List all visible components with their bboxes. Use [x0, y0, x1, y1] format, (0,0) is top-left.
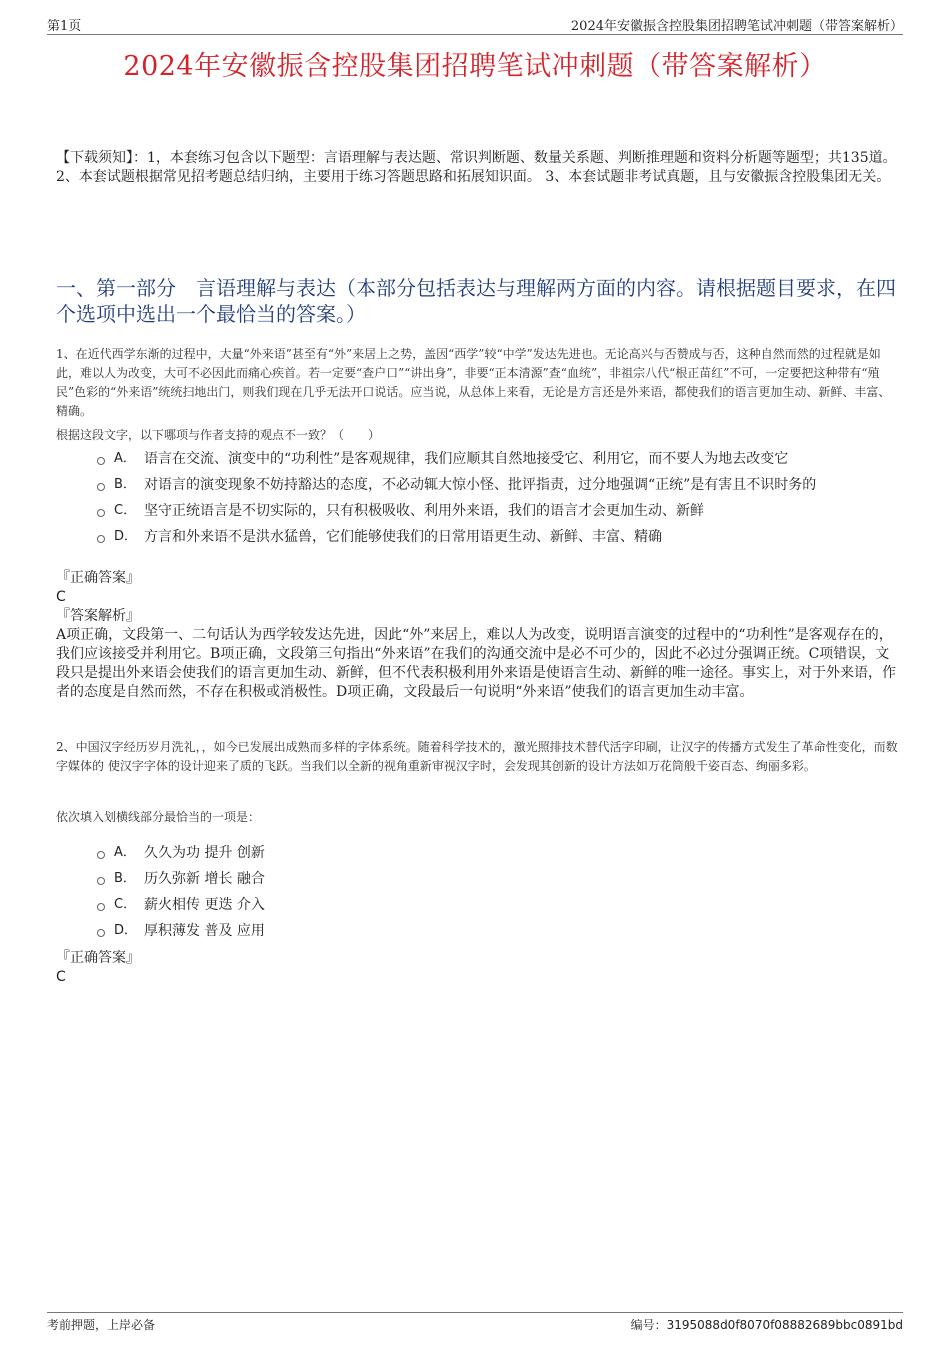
- radio-icon[interactable]: [97, 457, 105, 465]
- page-header: [47, 14, 903, 35]
- option-b[interactable]: B． 对语言的演变现象不妨持豁达的态度，不必动辄大惊小怪、批评指责，过分地强调“正统”是有害且不识时务的: [97, 472, 897, 498]
- option-b[interactable]: B． 历久弥新 增长 融合: [97, 866, 897, 892]
- radio-icon[interactable]: [97, 851, 105, 859]
- page-footer: [47, 1312, 903, 1333]
- radio-icon[interactable]: [97, 509, 105, 517]
- question-2-answer-block: [56, 949, 898, 987]
- question-1-options: [97, 446, 897, 550]
- section-heading: 一、第一部分 言语理解与表达（本部分包括表达与理解两方面的内容。请根据题目要求，在四个选项中选出一个最恰当的答案。）: [56, 276, 896, 326]
- code-label: 编号：: [630, 1318, 667, 1332]
- document-code: [631, 1316, 903, 1333]
- analysis-heading: 『答案解析』: [56, 608, 140, 624]
- download-notice: 【下载须知】：1，本套练习包含以下题型：言语理解与表达题、常识判断题、数量关系题、判断推理题和资料分析题等题型；共135道。 2、本套试题根据常见招考题总结归纳，主要用于练习答题思路和拓展知识面。 3、本套试题非考试真题，且与安徽振含控股集团无关。: [56, 150, 897, 185]
- answer-heading: 『正确答案』: [56, 570, 140, 586]
- header-doc-title: 2024年安徽振含控股集团招聘笔试冲刺题（带答案解析）: [570, 19, 903, 34]
- option-a[interactable]: A． 久久为功 提升 创新: [97, 840, 897, 866]
- question-2-stem: 2、中国汉字经历岁月洗礼，，如今已发展出成熟而多样的字体系统。随着科学技术的，激光照排技术替代活字印刷，让汉字的传播方式发生了革命性变化，而数字媒体的 使汉字字体的设计迎来了质的飞跃。当我们以全新的视角重新审视汉字时，会发现其创新的设计方法如万花筒般千姿百态、绚丽多彩。: [56, 740, 898, 773]
- option-a[interactable]: A． 语言在交流、演变中的“功利性”是客观规律，我们应顺其自然地接受它、利用它，而不要人为地去改变它: [97, 446, 897, 472]
- radio-icon[interactable]: [97, 535, 105, 543]
- radio-icon[interactable]: [97, 877, 105, 885]
- document-title: 2024年安徽振含控股集团招聘笔试冲刺题（带答案解析）: [123, 51, 827, 82]
- question-1-prompt: 根据这段文字，以下哪项与作者支持的观点不一致？（ ）: [56, 428, 381, 442]
- question-2-options: [97, 840, 897, 944]
- option-c[interactable]: C． 坚守正统语言是不切实际的，只有积极吸收、利用外来语，我们的语言才会更加生动、新鲜: [97, 498, 897, 524]
- radio-icon[interactable]: [97, 903, 105, 911]
- radio-icon[interactable]: [97, 483, 105, 491]
- correct-answer: C: [56, 969, 66, 985]
- question-1-answer-block: [56, 569, 898, 702]
- code-value: 3195088d0f8070f08882689bbc0891bd: [666, 1318, 903, 1332]
- question-1-stem: 1、在近代西学东渐的过程中，大量“外来语”甚至有“外”来居上之势，盖因“西学”较“中学”发达先进也。无论高兴与否赞成与否，这种自然而然的过程就是如此，难以人为改变，大可不必因此而痛心疾首。若一定要“查户口”“讲出身”，非要“正本清源”查“血统”，非祖宗八代“根正苗红”不可，一定要把这种带有“殖民”色彩的“外来语”统统扫地出门，则我们现在几乎无法开口说话。应当说，从总体上来看，无论是方言还是外来语，都使我们的语言更加生动、新鲜、丰富、精确。: [56, 347, 891, 418]
- radio-icon[interactable]: [97, 929, 105, 937]
- correct-answer: C: [56, 589, 66, 605]
- footer-slogan: 考前押题，上岸必备: [47, 1318, 156, 1332]
- answer-heading: 『正确答案』: [56, 950, 140, 966]
- option-d[interactable]: D． 方言和外来语不是洪水猛兽，它们能够使我们的日常用语更生动、新鲜、丰富、精确: [97, 524, 897, 550]
- option-d[interactable]: D． 厚积薄发 普及 应用: [97, 918, 897, 944]
- option-c[interactable]: C． 薪火相传 更迭 介入: [97, 892, 897, 918]
- page-number: 第1页: [47, 19, 82, 34]
- question-2-prompt: 依次填入划横线部分最恰当的一项是：: [56, 810, 261, 824]
- answer-analysis: A项正确，文段第一、二句话认为西学较发达先进，因此“外”来居上，难以人为改变，说明语言演变的过程中的“功利性”是客观存在的，我们应该接受并利用它。B项正确，文段第三句指出“外来语”在我们的沟通交流中是必不可少的，因此不必过分强调正统。C项错误，文段只是提出外来语会使我们的语言更加生动、新鲜，但不代表积极利用外来语是使语言生动、新鲜的唯一途径。事实上，对于外来语，作者的态度是自然而然，不存在积极或消极性。D项正确，文段最后一句说明“外来语”使我们的语言更加生动丰富。: [56, 627, 896, 700]
